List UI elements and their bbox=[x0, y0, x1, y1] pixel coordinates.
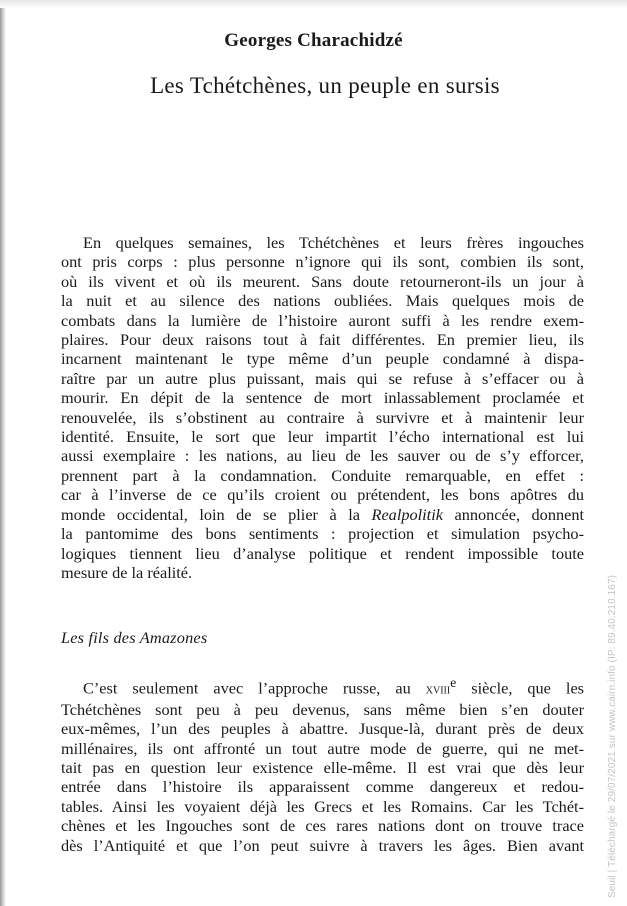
paragraph-1 bbox=[61, 233, 584, 582]
text-line: renouvelée, ils s’obstinent au contraire à survivre et à maintenir leur bbox=[61, 407, 584, 427]
text-line: mesure de la réalité. bbox=[61, 562, 193, 582]
text-line: logiques tiennent lieu d’analyse politique et rendent impossible toute bbox=[61, 543, 584, 563]
text-line: entrée dans l’histoire ils apparaissent comme dangereux et redou- bbox=[61, 777, 584, 797]
text-line: tait pas en question leur existence elle-même. Il est vrai que dès leur bbox=[61, 758, 584, 778]
line-segment: siècle, que les bbox=[456, 678, 585, 698]
line-segment: monde occidental, loin de se plier à la bbox=[61, 504, 372, 524]
text-line: chènes et les Ingouches sont de ces rares nations dont on trouve trace bbox=[61, 816, 584, 836]
text-line-with-century bbox=[61, 673, 584, 700]
download-watermark: Seuil | Téléchargé le 29/07/2021 sur www.cairn.info (IP: 89.40.210.167) bbox=[607, 574, 618, 898]
text-line: dès l’Antiquité et que l’on peut suivre à travers les âges. Bien avant bbox=[61, 835, 584, 855]
text-line: En quelques semaines, les Tchétchènes et leurs frères ingouches bbox=[83, 233, 584, 252]
scan-top-edge bbox=[0, 0, 627, 8]
scan-left-edge bbox=[0, 0, 6, 906]
text-line: la nuit et au silence des nations oubliées. Mais quelques mois de bbox=[61, 291, 584, 311]
text-line: tables. Ainsi les voyaient déjà les Grecs et les Romains. Car les Tchét- bbox=[61, 796, 584, 816]
text-line: raître par un autre plus puissant, mais qui se refuse à s’effacer ou à bbox=[61, 368, 584, 388]
century-numeral: xviii bbox=[425, 682, 451, 698]
text-line: la pantomime des bons sentiments : projection et simulation psycho- bbox=[61, 524, 584, 544]
text-line: millénaires, ils ont affronté un tout autre mode de guerre, qui ne met- bbox=[61, 738, 584, 758]
text-line: Tchétchènes sont peu à peu devenus, sans même bien s’en douter bbox=[61, 699, 584, 719]
line-segment: annoncée, donnent bbox=[442, 504, 584, 524]
paragraph-2 bbox=[61, 673, 584, 855]
article-author: Georges Charachidzé bbox=[224, 30, 403, 51]
text-line: combats dans la lumière de l’histoire auront suffi à les rendre exem- bbox=[61, 310, 584, 330]
century-superscript: e bbox=[450, 675, 457, 690]
text-line: identité. Ensuite, le sort que leur impartit l’écho international est lui bbox=[61, 427, 584, 447]
line-segment: C’est seulement avec l’approche russe, au bbox=[83, 678, 426, 698]
italic-term-realpolitik: Realpolitik bbox=[371, 504, 443, 524]
text-line: plaires. Pour deux raisons tout à fait différentes. En premier lieu, ils bbox=[61, 330, 584, 350]
text-line: car à l’inverse de ce qu’ils croient ou prétendent, les bons apôtres du bbox=[61, 485, 584, 505]
text-line: eux-mêmes, l’un des peuples à abattre. Jusque-là, durant près de deux bbox=[61, 719, 584, 739]
text-line: mourir. En dépit de la sentence de mort inlassablement proclamée et bbox=[61, 388, 584, 408]
article-title: Les Tchétchènes, un peuple en sursis bbox=[150, 73, 500, 98]
text-line: où ils vivent et où ils meurent. Sans doute retourneront-ils un jour à bbox=[61, 271, 584, 291]
text-line: aussi exemplaire : les nations, au lieu de les sauver ou de s’y efforcer, bbox=[61, 446, 584, 466]
text-line-with-italic bbox=[61, 505, 584, 524]
section-heading: Les fils des Amazones bbox=[61, 628, 208, 647]
text-line: prennent part à la condamnation. Conduite remarquable, en effet : bbox=[61, 465, 584, 485]
text-line: incarnent maintenant le type même d’un peuple condamné à dispa- bbox=[61, 349, 584, 369]
text-line: ont pris corps : plus personne n’ignore qui ils sont, combien ils sont, bbox=[61, 252, 584, 272]
